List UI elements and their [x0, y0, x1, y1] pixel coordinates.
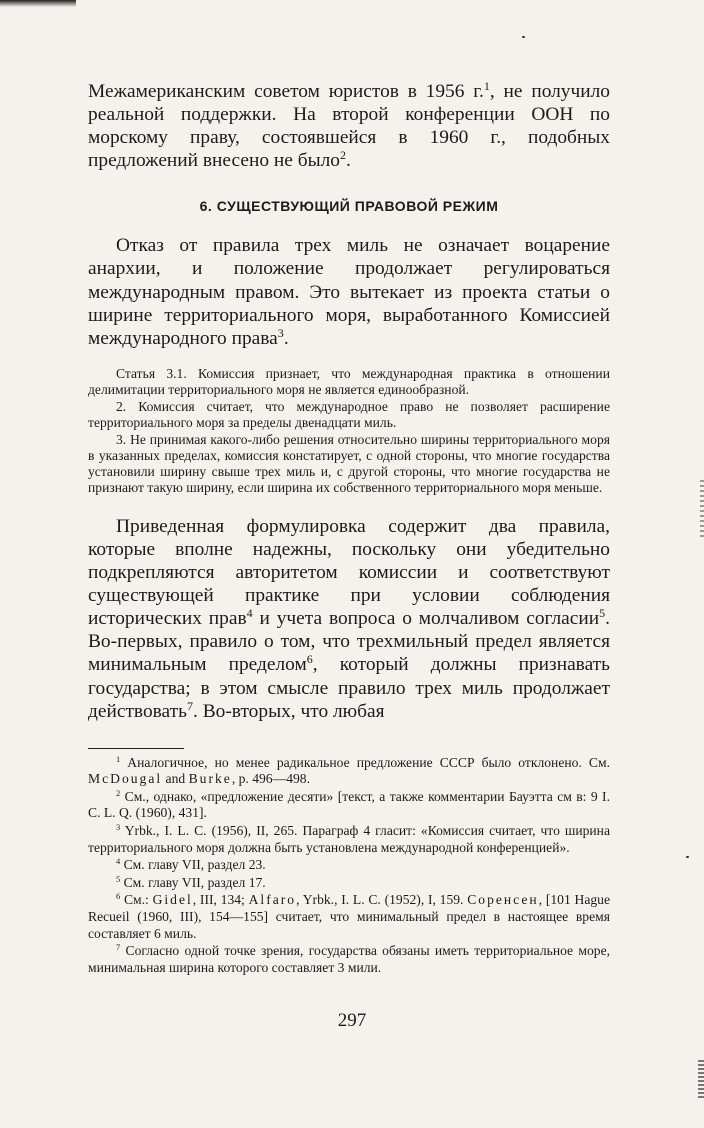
paragraph-intro	[88, 234, 610, 349]
author-name: Соренсен	[467, 892, 539, 908]
footnote-number: 5	[116, 873, 121, 884]
footnote-ref-7: 7	[186, 698, 193, 713]
article-item-1: Статья 3.1. Комиссия признает, что международная практика в отношении делимитации территориального моря не является единообразной.	[88, 365, 610, 397]
scan-speck	[686, 856, 689, 858]
footnotes	[88, 755, 610, 977]
footnote-2	[88, 789, 610, 822]
footnote-text: См. главу VII, раздел 23.	[120, 857, 266, 873]
article-item-3: 3. Не принимая какого-либо решения относительно ширины территориального моря в указанных пределах, комиссия констатирует, с одной стороны, что многие государства установили ширину свыше трех миль и, с другой стороны, что многие государства не признают такую ширину, если ширина их собственного территориального моря меньше.	[88, 431, 610, 495]
footnote-ref-1: 1	[483, 78, 490, 93]
footnote-text: См.:	[120, 892, 153, 908]
footnote-text: Аналогичное, но менее радикальное предложение СССР было отклонено. См.	[120, 754, 610, 770]
quoted-article	[88, 366, 610, 496]
article-item-2: 2. Комиссия считает, что международное право не позволяет расширение территориального моря за пределы двенадцати миль.	[88, 398, 610, 430]
paragraph-main	[88, 515, 610, 723]
paragraph-text: Отказ от правила трех миль не означает воцарение анархии, и положение продолжает регулироваться международным правом. Это вытекает из проекта статьи о ширине территориального моря, выработанного Комиссией международного права	[88, 235, 610, 349]
scan-edge-mark	[698, 1060, 704, 1100]
footnote-text: , [101 Hague Recueil (1960, III), 154—155] считает, что минимальный предел в настоящее время составляет 6 миль.	[88, 892, 610, 941]
scan-edge-mark	[0, 0, 76, 7]
book-page	[88, 80, 610, 977]
footnote-text: Согласно одной точке зрения, государства обязаны иметь территориальное море, минимальная ширина которого составляет 3 мили.	[88, 943, 610, 975]
footnote-text: , III, 134;	[192, 892, 249, 908]
footnote-ref-6: 6	[306, 652, 313, 667]
footnote-1	[88, 755, 610, 788]
footnote-number: 7	[116, 942, 121, 953]
paragraph-text: . Во-первых, правило о том, что трехмильный предел является минимальным пределом	[88, 608, 611, 676]
scan-speck	[522, 36, 525, 38]
footnote-text: См., однако, «предложение десяти» [текст, а также комментарии Бауэтта см в: 9 I. C. L. Q. (1960), 431].	[88, 788, 610, 821]
paragraph-text: , не получило реальной поддержки. На второй конференции ООН по морскому праву, состоявшейся в 1960 г., подобных предложений внесено не было	[88, 81, 611, 172]
footnote-7	[88, 943, 610, 976]
paragraph-text: Приведенная формулировка содержит два правила, которые вполне надежны, поскольку они убедительно подкрепляются авторитетом комиссии и соответствуют существующей практике при условии соблюдения исторических прав	[88, 515, 610, 630]
footnote-6	[88, 892, 610, 942]
paragraph-text: , который должны признавать государства; в этом смысле правило трех миль продолжает действовать	[88, 654, 611, 722]
paragraph-text: Межамериканским советом юристов в 1956 г.	[88, 81, 484, 102]
paragraph-text: .	[346, 150, 351, 172]
footnote-ref-5: 5	[599, 606, 606, 621]
footnote-number: 4	[116, 856, 121, 867]
scan-edge-mark	[700, 480, 704, 540]
footnote-number: 1	[116, 753, 121, 764]
paragraph-text: и учета вопроса о молчаливом согласии	[252, 608, 600, 630]
footnote-ref-2: 2	[340, 148, 347, 163]
footnote-number: 2	[116, 787, 121, 798]
footnote-text: Yrbk., I. L. C. (1956), II, 265. Параграф 4 гласит: «Комиссия считает, что ширина территориального моря должна быть установлена международной конференцией».	[88, 823, 610, 855]
footnote-5	[88, 875, 610, 892]
section-heading: 6. СУЩЕСТВУЮЩИЙ ПРАВОВОЙ РЕЖИМ	[199, 198, 499, 215]
author-name: Burke	[188, 771, 232, 787]
paragraph-text: .	[283, 327, 289, 349]
page-number: 297	[337, 1010, 367, 1031]
paragraph-continuation	[88, 80, 610, 172]
footnote-4	[88, 857, 610, 874]
footnote-text: and	[162, 771, 189, 787]
footnote-3	[88, 823, 610, 856]
paragraph-text: . Во-вторых, что любая	[193, 700, 385, 722]
author-name: Gidel	[152, 892, 193, 908]
footnote-ref-4: 4	[246, 606, 253, 621]
footnote-text: См. главу VII, раздел 17.	[120, 874, 266, 890]
footnote-text: , p. 496—498.	[231, 771, 310, 787]
footnote-divider	[88, 748, 184, 749]
footnote-text: , Yrbk., I. L. C. (1952), I, 159.	[296, 892, 468, 908]
author-name: Alfaro	[248, 892, 297, 908]
footnote-number: 6	[116, 891, 121, 902]
footnote-number: 3	[116, 822, 121, 833]
author-name: McDougal	[88, 771, 163, 787]
footnote-ref-3: 3	[277, 325, 284, 340]
